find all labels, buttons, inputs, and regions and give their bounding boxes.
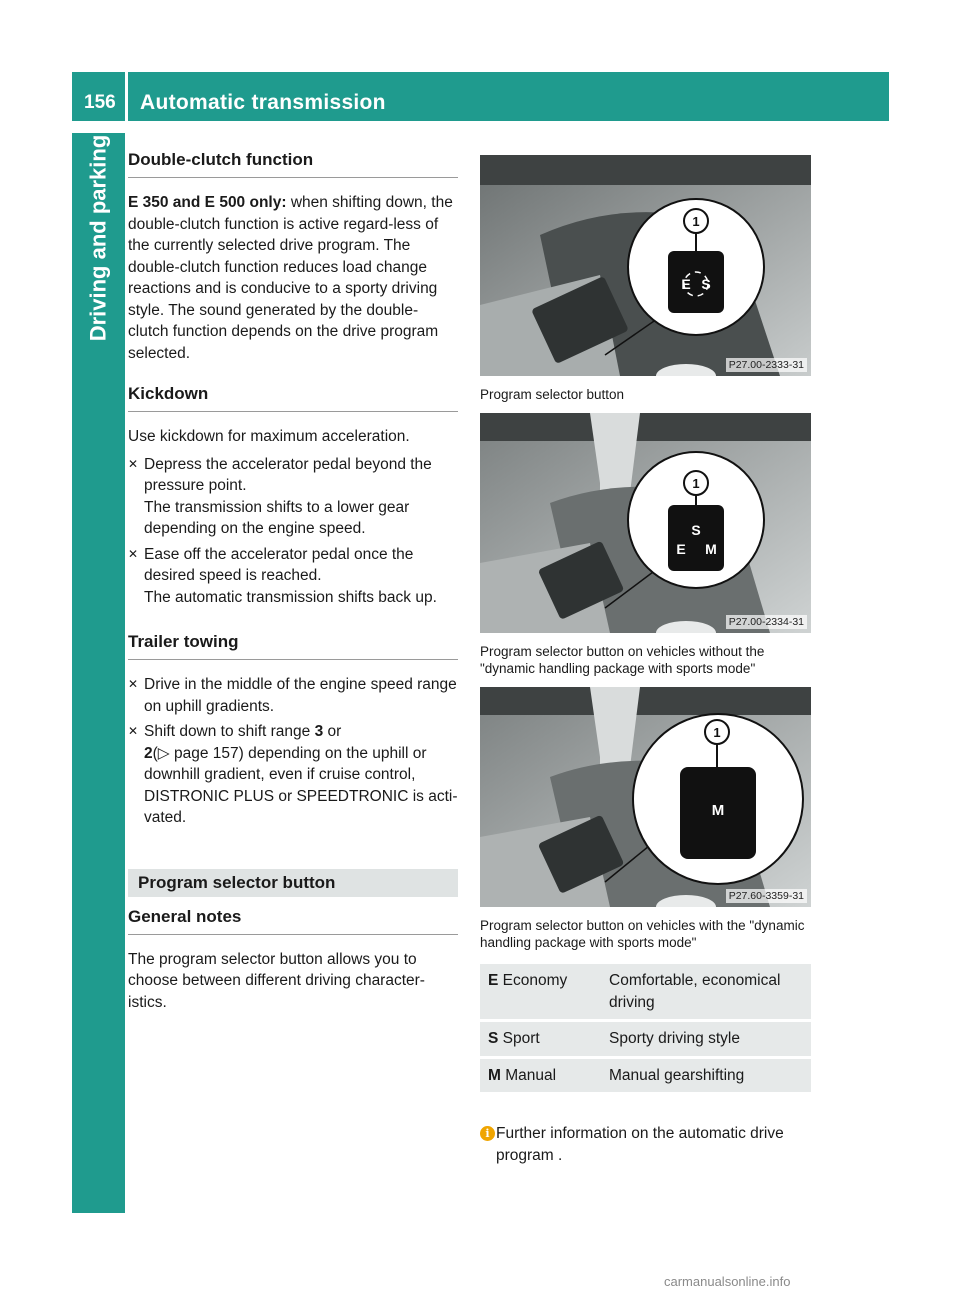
general-notes-text: The program selector button allows you to choose between different driving character-istics. [128,950,425,1011]
kickdown-step-2 [128,544,458,609]
mode-description: Sporty driving style [601,1022,811,1056]
label-e: E [681,276,691,292]
table-row [480,964,811,1019]
kickdown-heading: Kickdown [128,384,458,412]
info-icon: i [480,1126,495,1141]
trailer-step-2-c: or [323,723,342,740]
trailer-step-2-d: (▷ page 157) depending on the uphill or downhill gradient, even if cruise control, DISTRONIC PLUS or SPEEDTRONIC is acti-vated. [144,744,458,826]
kickdown-step-2-text: Ease off the accelerator pedal once the desired speed is reached. [144,545,414,584]
figure-2-caption: Program selector button on vehicles without the "dynamic handling package with sports mode" [480,644,765,676]
double-clutch-paragraph [128,192,458,364]
step-arrow-icon: ✕ [128,677,139,691]
mode-name: Economy [498,972,568,989]
step-arrow-icon: ✕ [128,546,139,561]
mode-description: Comfortable, economical driving [601,964,811,1019]
figure-program-selector [480,155,811,376]
double-clutch-text: when shifting down, the double-clutch function is active regard-less of the currently selected drive program. The double-clutch function reduces load change reactions and is conducive to a sporty driving style. The sound generated by the double-clutch function depends on the drive program selected. [128,194,453,362]
mode-description: Manual gearshifting [601,1059,811,1093]
figure-3-caption: Program selector button on vehicles with the "dynamic handling package with sports mode" [480,918,805,950]
trailer-step-2-text [144,721,458,829]
kickdown-step-1 [128,454,458,540]
trailer-step-1-text: Drive in the middle of the engine speed range on uphill gradients. [144,676,457,715]
callout-number: 1 [713,725,721,740]
double-clutch-heading: Double-clutch function [128,150,458,178]
double-clutch-lead: E 350 and E 500 only: [128,194,287,211]
kickdown-step-1-result: The transmission shifts to a lower gear depending on the engine speed. [144,498,410,537]
label-s: S [701,276,711,292]
watermark: carmanualsonline.info [664,1274,791,1289]
left-column [128,150,458,1027]
trailer-step-2 [128,721,458,829]
callout-number: 1 [692,214,700,229]
shift-range-3: 3 [314,723,324,740]
table-row [480,1022,811,1056]
figure-code: P27.60-3359-31 [726,889,807,903]
shift-range-2: 2 [144,744,153,762]
mode-cell [480,964,601,1019]
right-column [480,155,811,1166]
figure-program-selector-no-sport [480,413,811,633]
table-row [480,1059,811,1093]
figure-program-selector-sport [480,687,811,907]
page-title: Automatic transmission [140,91,386,114]
figure-code: P27.00-2334-31 [726,615,807,629]
figure-code: P27.00-2333-31 [726,358,807,372]
header-divider [125,72,128,121]
label-m: M [711,802,725,819]
mode-key: M [488,1066,501,1084]
mode-cell [480,1022,601,1056]
trailer-step-1 [128,674,458,717]
step-arrow-icon: ✕ [128,456,139,471]
callout-number: 1 [692,476,700,491]
mode-name: Sport [498,1030,540,1047]
kickdown-step-2-result: The automatic transmission shifts back up. [144,588,437,606]
console-photo-2 [480,413,811,633]
mode-key: E [488,972,499,989]
drive-program-table [480,961,811,1095]
console-photo-1 [480,155,811,376]
mode-name: Manual [500,1066,557,1084]
figure-1-caption: Program selector button [480,387,625,402]
kickdown-intro: Use kickdown for maximum acceleration. [128,428,410,445]
step-arrow-icon: ✕ [128,724,139,738]
kickdown-step-1-text: Depress the accelerator pedal beyond the pressure point. [144,455,432,494]
label-m: M [705,541,717,557]
side-tab-label: Driving and parking [85,134,111,342]
mode-key: S [488,1030,499,1047]
info-note [480,1123,811,1166]
program-selector-section-title: Program selector button [138,872,336,892]
program-selector-section [128,869,458,897]
console-photo-3 [480,687,811,907]
label-e: E [676,541,686,557]
trailer-towing-heading: Trailer towing [128,632,458,660]
page-number: 156 [84,92,116,113]
label-s: S [691,522,701,538]
general-notes-heading: General notes [128,907,458,935]
trailer-step-2-a: Shift down to shift range [144,723,315,740]
info-text: Further information on the automatic drive program . [496,1125,784,1164]
side-tab-label-wrap [72,133,125,343]
mode-cell [480,1059,601,1093]
